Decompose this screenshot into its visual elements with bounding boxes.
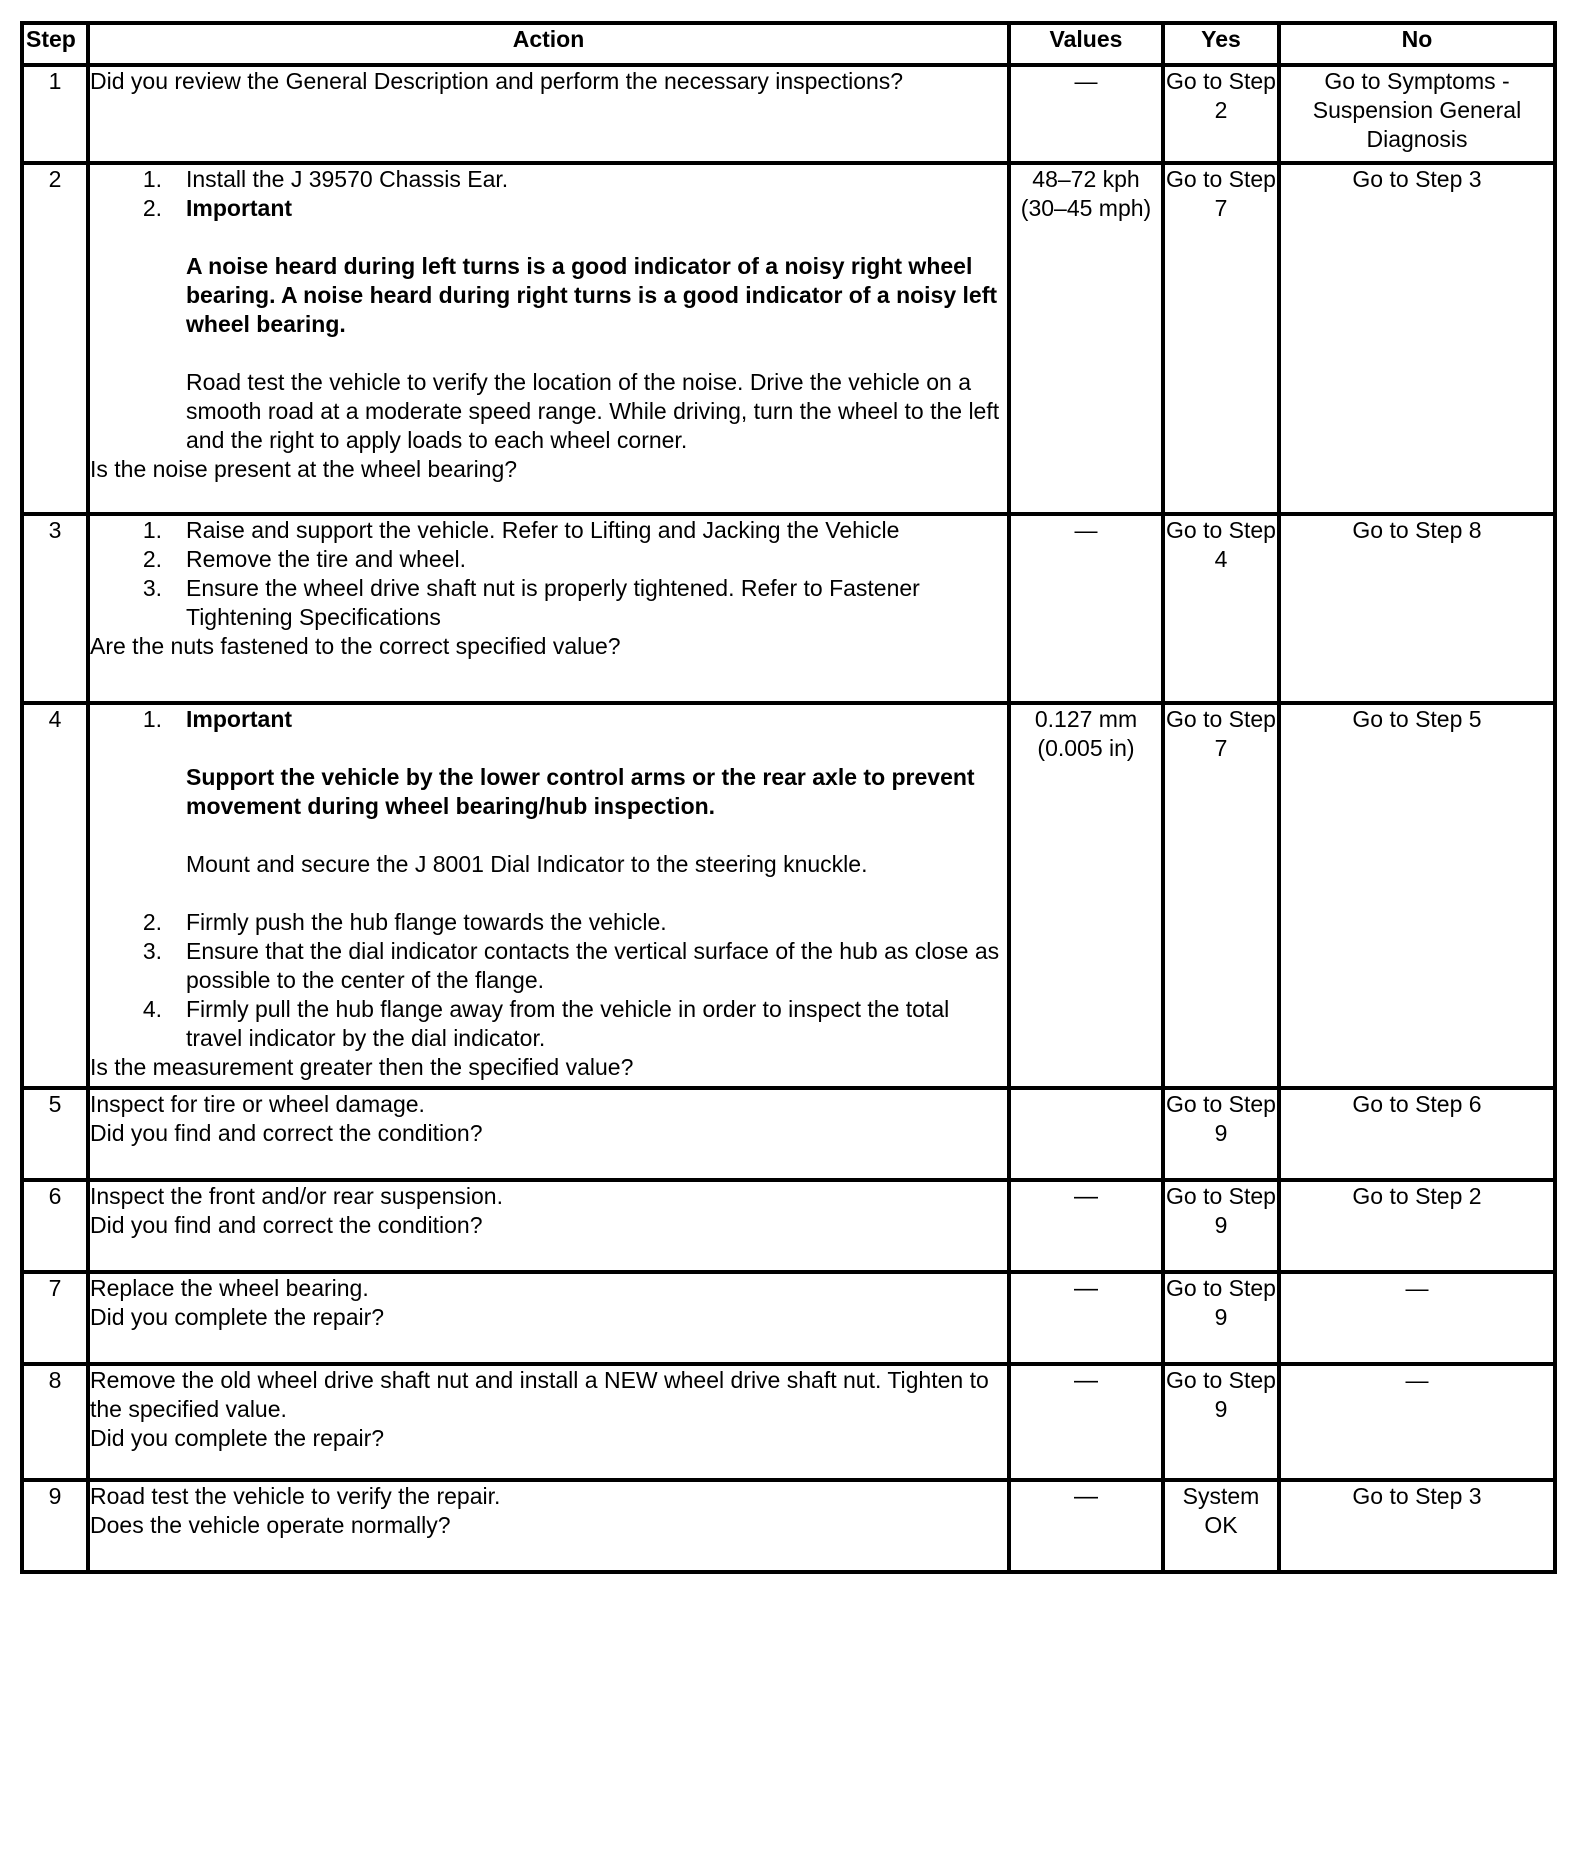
action-text: Remove the old wheel drive shaft nut and install a NEW wheel drive shaft nut. Tighten to the specified value. [90, 1367, 989, 1422]
important-note: Support the vehicle by the lower control arms or the rear axle to prevent movement during wheel bearing/hub inspection. [186, 764, 975, 819]
question-text: Did you complete the repair? [90, 1304, 385, 1330]
action-text: Replace the wheel bearing. [90, 1275, 369, 1301]
value-cell: — [1009, 1180, 1163, 1272]
value-cell: 0.127 mm (0.005 in) [1009, 703, 1163, 1088]
header-action: Action [88, 23, 1009, 65]
yes-cell: Go to Step 9 [1163, 1364, 1279, 1480]
list-item: 1. Install the J 39570 Chassis Ear. [142, 166, 509, 192]
yes-cell: Go to Step 2 [1163, 65, 1279, 163]
header-row [22, 23, 1555, 65]
action-cell [88, 1272, 1009, 1364]
question-text: Did you find and correct the condition? [90, 1212, 483, 1238]
list-item: 1. Important [142, 706, 293, 732]
value-cell: — [1009, 1272, 1163, 1364]
table-row [22, 703, 1555, 1088]
value-cell [1009, 1088, 1163, 1180]
table-row [22, 1180, 1555, 1272]
question-text: Is the measurement greater then the specified value? [90, 1054, 634, 1080]
action-cell [88, 514, 1009, 703]
action-cell [88, 1088, 1009, 1180]
no-cell: Go to Step 3 [1279, 163, 1555, 514]
yes-cell: Go to Step 7 [1163, 163, 1279, 514]
action-cell [88, 1364, 1009, 1480]
table-row [22, 514, 1555, 703]
header-yes: Yes [1163, 23, 1279, 65]
step-number: 1 [22, 65, 88, 163]
table-row [22, 1480, 1555, 1572]
action-cell [88, 163, 1009, 514]
yes-cell: Go to Step 9 [1163, 1088, 1279, 1180]
value-cell: — [1009, 514, 1163, 703]
no-cell: Go to Step 8 [1279, 514, 1555, 703]
action-cell [88, 1480, 1009, 1572]
list-item: 3. Ensure that the dial indicator contacts the vertical surface of the hub as close as possible to the center of the flange. [142, 938, 1000, 993]
list-item: 2. Important [142, 195, 293, 221]
table-row [22, 1272, 1555, 1364]
step-number: 2 [22, 163, 88, 514]
no-cell: Go to Step 6 [1279, 1088, 1555, 1180]
step-number: 5 [22, 1088, 88, 1180]
no-cell: Go to Step 5 [1279, 703, 1555, 1088]
step-number: 3 [22, 514, 88, 703]
important-note: A noise heard during left turns is a good indicator of a noisy right wheel bearing. A noise heard during right turns is a good indicator of a noisy left wheel bearing. [186, 253, 998, 337]
procedure-list [90, 516, 1007, 632]
no-cell: Go to Step 3 [1279, 1480, 1555, 1572]
action-text: Inspect for tire or wheel damage. [90, 1091, 425, 1117]
detail-text: Road test the vehicle to verify the location of the noise. Drive the vehicle on a smooth road at a moderate speed range. While driving, turn the wheel to the left and the right to apply loads to each wheel corner. [186, 369, 1000, 453]
yes-cell: Go to Step 4 [1163, 514, 1279, 703]
question-text: Is the noise present at the wheel bearing? [90, 456, 518, 482]
yes-cell: Go to Step 9 [1163, 1272, 1279, 1364]
header-no: No [1279, 23, 1555, 65]
step-number: 9 [22, 1480, 88, 1572]
action-text: Road test the vehicle to verify the repair. [90, 1483, 501, 1509]
list-item: 2. Firmly push the hub flange towards the vehicle. [142, 909, 667, 935]
no-cell: — [1279, 1272, 1555, 1364]
procedure-list [90, 908, 1007, 1053]
table-row [22, 65, 1555, 163]
question-text: Are the nuts fastened to the correct specified value? [90, 633, 621, 659]
detail-text: Mount and secure the J 8001 Dial Indicator to the steering knuckle. [186, 851, 868, 877]
table-row [22, 1088, 1555, 1180]
procedure-list [90, 165, 1007, 223]
list-item: 2. Remove the tire and wheel. [142, 546, 466, 572]
action-text: Did you review the General Description and perform the necessary inspections? [90, 68, 904, 94]
step-number: 7 [22, 1272, 88, 1364]
no-cell: Go to Step 2 [1279, 1180, 1555, 1272]
action-cell [88, 703, 1009, 1088]
step-number: 6 [22, 1180, 88, 1272]
step-number: 8 [22, 1364, 88, 1480]
yes-cell: Go to Step 9 [1163, 1180, 1279, 1272]
action-cell [88, 65, 1009, 163]
action-text: Inspect the front and/or rear suspension. [90, 1183, 503, 1209]
yes-cell: Go to Step 7 [1163, 703, 1279, 1088]
procedure-list [90, 705, 1007, 734]
no-cell: Go to Symptoms - Suspension General Diagnosis [1279, 65, 1555, 163]
action-cell [88, 1180, 1009, 1272]
list-item: 4. Firmly pull the hub flange away from the vehicle in order to inspect the total travel indicator by the dial indicator. [142, 996, 950, 1051]
value-cell: 48–72 kph (30–45 mph) [1009, 163, 1163, 514]
value-cell: — [1009, 1364, 1163, 1480]
question-text: Does the vehicle operate normally? [90, 1512, 451, 1538]
table-row [22, 1364, 1555, 1480]
step-number: 4 [22, 703, 88, 1088]
diagnostic-table [20, 21, 1557, 1574]
yes-cell: System OK [1163, 1480, 1279, 1572]
value-cell: — [1009, 65, 1163, 163]
table-row [22, 163, 1555, 514]
header-values: Values [1009, 23, 1163, 65]
header-step: Step [22, 23, 88, 65]
question-text: Did you complete the repair? [90, 1425, 385, 1451]
list-item: 1. Raise and support the vehicle. Refer to Lifting and Jacking the Vehicle [142, 517, 900, 543]
question-text: Did you find and correct the condition? [90, 1120, 483, 1146]
value-cell: — [1009, 1480, 1163, 1572]
no-cell: — [1279, 1364, 1555, 1480]
list-item: 3. Ensure the wheel drive shaft nut is properly tightened. Refer to Fastener Tightening Specifications [142, 575, 920, 630]
